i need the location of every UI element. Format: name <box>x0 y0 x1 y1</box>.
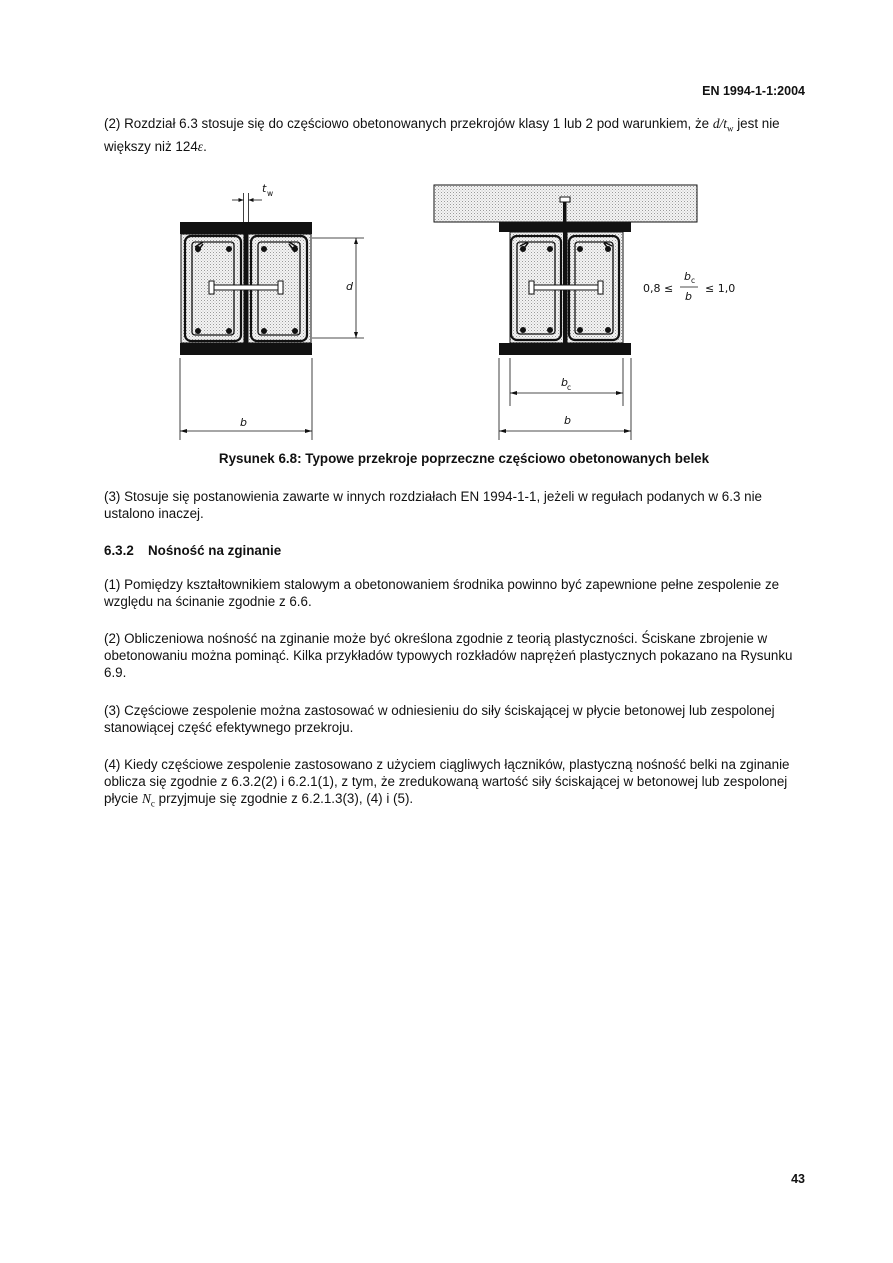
paragraph-6-3-1-2: (2) Rozdział 6.3 stosuje się do częściowo obetonowanych przekrojów klasy 1 lub 2 pod warunkiem, że $d/t_w$ jest nie większy niż 124ε. <box>104 116 780 154</box>
section-left <box>180 182 364 440</box>
tw-label: t <box>262 182 267 195</box>
frac-numerator: b <box>684 270 691 283</box>
section-number: 6.3.2 <box>104 543 134 558</box>
frac-numerator-sub: c <box>691 276 696 285</box>
document-id: EN 1994-1-1:2004 <box>702 84 805 98</box>
ratio-lower: 0,8 ≤ <box>643 282 674 295</box>
frac-denominator: b <box>685 290 692 303</box>
tw-sub: w <box>267 189 274 198</box>
page-number: 43 <box>791 1172 805 1186</box>
section-heading <box>104 543 281 558</box>
paragraph-6-3-2-1: (1) Pomiędzy kształtownikiem stalowym a obetonowaniem środnika powinno być zapewnione pełne zespolenie ze względu na ścinanie zgodnie z 6.6. <box>104 577 780 609</box>
paragraph-6-3-2-3: (3) Częściowe zespolenie można zastosować w odniesieniu do siły ściskającej w płycie betonowej lub zespolonej stanowiącej część efektywnego przekroju. <box>104 703 775 735</box>
section-title: Nośność na zginanie <box>148 543 282 558</box>
bc-sub: c <box>567 383 572 392</box>
ratio-upper: ≤ 1,0 <box>705 282 736 295</box>
section-right <box>434 185 735 440</box>
figure-caption: Rysunek 6.8: Typowe przekroje poprzeczne częściowo obetonowanych belek <box>218 451 710 466</box>
paragraph-6-3-2-4: (4) Kiedy częściowe zespolenie zastosowano z użyciem ciągliwych łączników, plastyczną nośność belki na zginanie oblicza się zgodnie z 6.3.2(2) i 6.2.1(1), z tym, że zredukowaną wartość siły ściskającej w betonowej lub zespolonej płycie $N_c$ przyjmuje się zgodnie z 6.2.1.3(3), (4) i (5). <box>104 757 790 809</box>
b-label-left: b <box>240 416 247 429</box>
d-label: d <box>346 280 353 293</box>
bc-label: b <box>561 376 568 389</box>
paragraph-6-3-1-3: (3) Stosuje się postanowienia zawarte w innych rozdziałach EN 1994-1-1, jeżeli w regułach podanych w 6.3 nie ustalono inaczej. <box>104 489 762 521</box>
paragraph-6-3-2-2: (2) Obliczeniowa nośność na zginanie może być określona zgodnie z teorią plastyczności. Ściskane zbrojenie w obetonowaniu można pominąć. Kilka przykładów typowych rozkładów naprężeń plastycznych pokazano na Rysunku 6.9. <box>104 631 793 680</box>
b-label-right: b <box>564 414 571 427</box>
